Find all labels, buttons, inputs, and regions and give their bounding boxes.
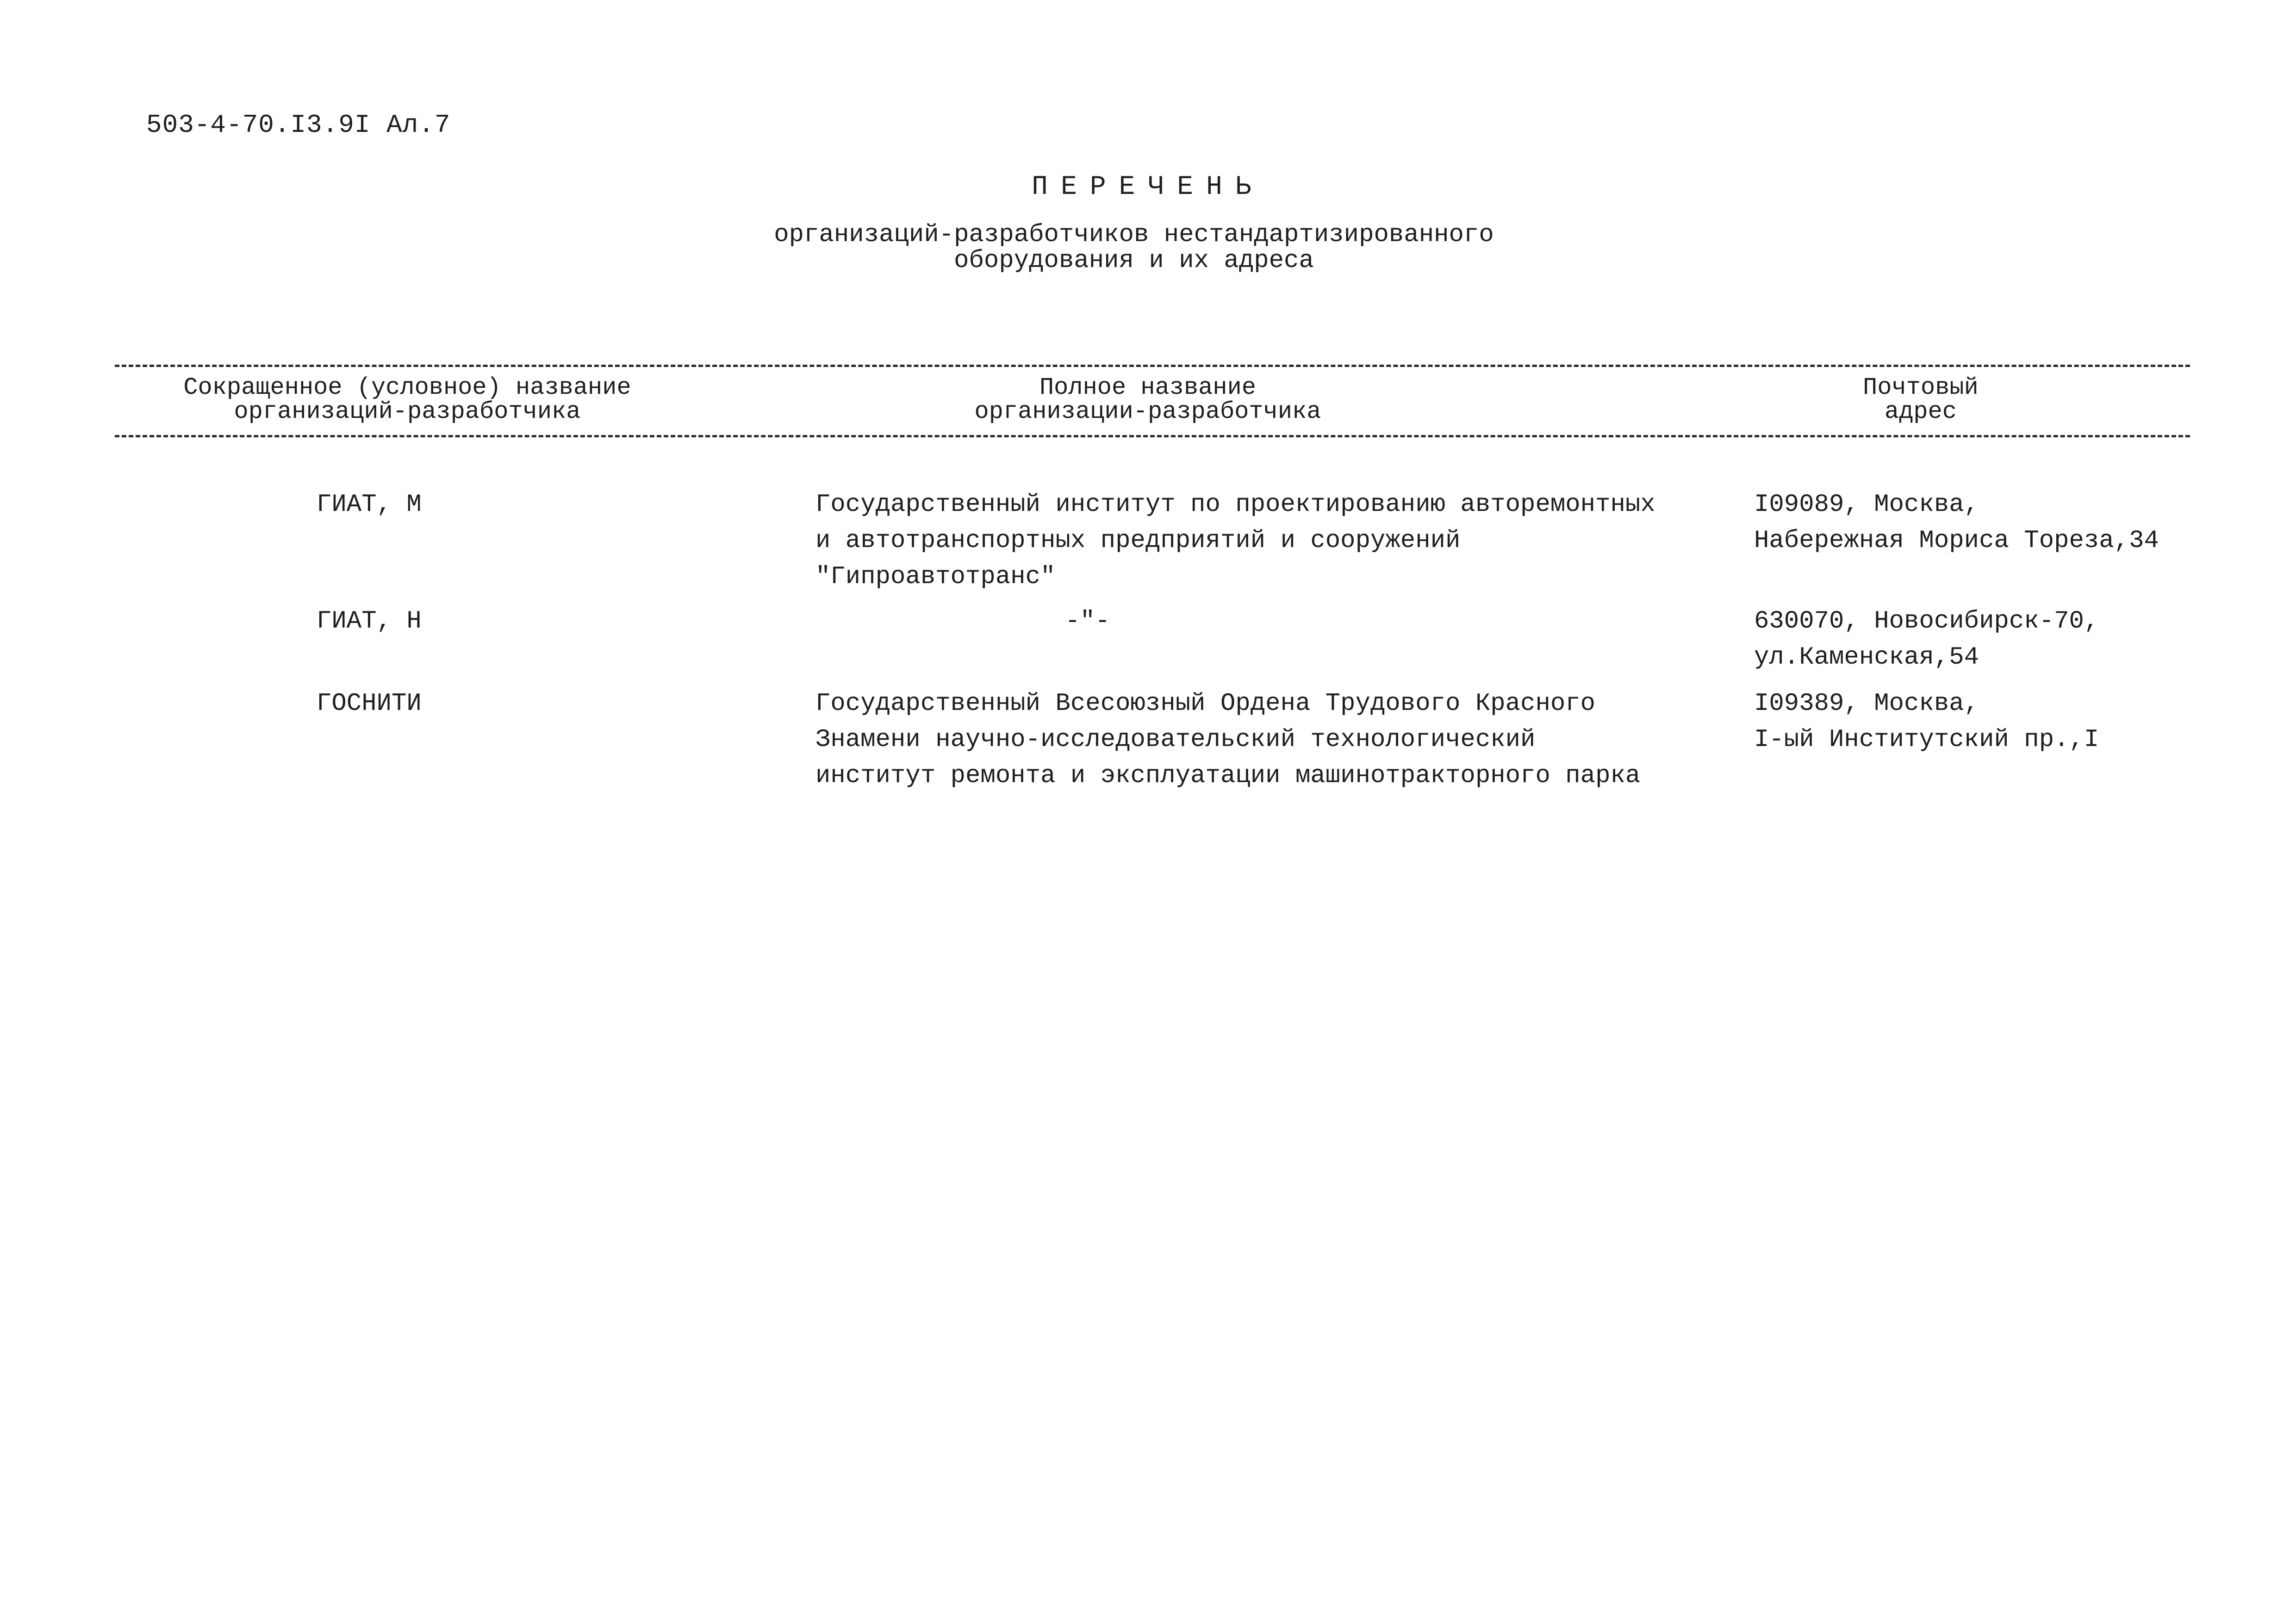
table-header-top-rule <box>115 365 2190 367</box>
subtitle-line: организаций-разработчиков нестандартизированного <box>774 221 1494 249</box>
cell-line: Государственный институт по проектированию авторемонтных <box>815 491 1655 519</box>
table-cell-short-name: ГИАТ, Н <box>317 607 422 635</box>
table-cell-full-name <box>972 603 1203 640</box>
table-cell-short-name: ГИАТ, М <box>317 491 422 519</box>
subtitle-line: оборудования и их адреса <box>954 247 1314 275</box>
cell-line: 630070, Новосибирск-70, <box>1754 607 2099 635</box>
document-subtitle <box>694 222 1574 274</box>
table-cell-short-name: ГОСНИТИ <box>317 690 422 718</box>
cell-line: "Гипроавтотранс" <box>815 563 1056 591</box>
document-title: ПЕРЕЧЕНЬ <box>1032 172 1264 202</box>
cell-line: Набережная Мориса Тореза,34 <box>1754 527 2159 555</box>
table-cell-address <box>1754 487 2159 559</box>
column-header-line: адрес <box>1884 398 1957 425</box>
column-header-short-name <box>153 376 662 424</box>
cell-line: Знамени научно-исследовательский технологический <box>815 726 1536 754</box>
cell-line: и автотранспортных предприятий и сооружений <box>815 527 1461 555</box>
table-cell-address <box>1754 686 2099 758</box>
table-header-bottom-rule <box>115 435 2190 437</box>
column-header-line: Почтовый <box>1863 374 1979 401</box>
cell-line: I09089, Москва, <box>1754 491 1979 519</box>
cell-line: Государственный Всесоюзный Ордена Трудового Красного <box>815 690 1596 718</box>
cell-line: институт ремонта и эксплуатации машинотракторного парка <box>815 762 1641 790</box>
column-header-full-name <box>916 376 1379 424</box>
cell-line: -"- <box>1065 607 1110 635</box>
column-header-line: организаций-разработчика <box>234 398 581 425</box>
table-cell-full-name <box>815 686 1640 794</box>
table-cell-full-name <box>815 487 1655 595</box>
document-code: 503-4-70.I3.9I Ал.7 <box>146 110 451 140</box>
column-header-line: Сокращенное (условное) название <box>183 374 631 401</box>
cell-line: I-ый Институтский пр.,I <box>1754 726 2099 754</box>
column-header-address <box>1805 376 2036 424</box>
column-header-line: Полное название <box>1039 374 1257 401</box>
cell-line: I09389, Москва, <box>1754 690 1979 718</box>
cell-line: ул.Каменская,54 <box>1754 643 1979 672</box>
column-header-line: организации-разработчика <box>974 398 1321 425</box>
table-cell-address <box>1754 603 2099 676</box>
